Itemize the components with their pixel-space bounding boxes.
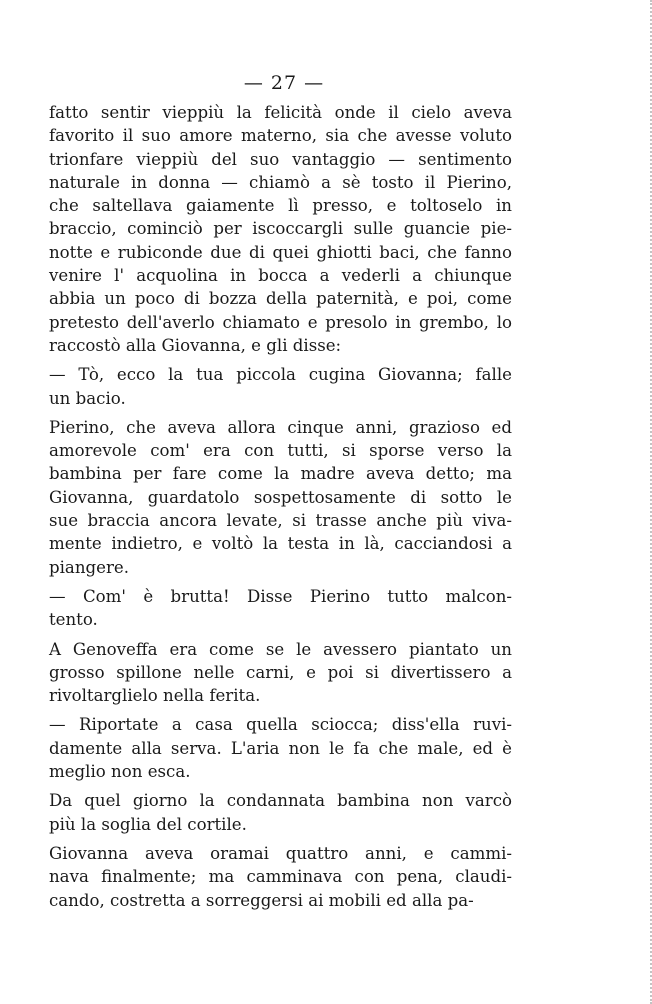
text-line: braccio, cominciò per iscoccargli sulle guancie pie- bbox=[49, 219, 512, 239]
text-line: abbia un poco di bozza della paternità, e poi, come bbox=[49, 289, 512, 309]
text-line: — Riportate a casa quella sciocca; diss'ella ruvi- bbox=[49, 715, 512, 735]
text-line: favorito il suo amore materno, sia che avesse voluto bbox=[49, 126, 512, 146]
text-line: rivoltarglielo nella ferita. bbox=[49, 686, 261, 706]
text-line: che saltellava gaiamente lì presso, e toltoselo in bbox=[49, 196, 512, 216]
text-line: Giovanna aveva oramai quattro anni, e cammi- bbox=[49, 843, 512, 863]
text-line: meglio non esca. bbox=[49, 762, 191, 782]
text-line: un bacio. bbox=[49, 388, 126, 408]
text-line: bambina per fare come la madre aveva detto; ma bbox=[49, 464, 512, 484]
paragraph bbox=[49, 789, 512, 836]
text-line: Da quel giorno la condannata bambina non varcò bbox=[49, 791, 512, 811]
paragraph bbox=[49, 713, 512, 783]
text-line: fatto sentir vieppiù la felicità onde il cielo aveva bbox=[49, 103, 512, 122]
text-line: raccostò alla Giovanna, e gli disse: bbox=[49, 335, 342, 355]
text-line: naturale in donna — chiamò a sè tosto il Pierino, bbox=[49, 172, 512, 192]
text-line: damente alla serva. L'aria non le fa che male, ed è bbox=[49, 738, 512, 758]
text-line: tento. bbox=[49, 610, 98, 630]
paragraph bbox=[49, 101, 512, 357]
text-line: mente indietro, e voltò la testa in là, cacciandosi a bbox=[49, 534, 512, 554]
text-line: notte e rubiconde due di quei ghiotti baci, che fanno bbox=[49, 242, 512, 262]
text-line: — Tò, ecco la tua piccola cugina Giovanna; falle bbox=[49, 365, 512, 385]
text-line: amorevole com' era con tutti, si sporse verso la bbox=[49, 441, 512, 461]
page-number: — 27 — bbox=[243, 72, 325, 94]
paragraph bbox=[49, 363, 512, 410]
page-edge bbox=[640, 0, 652, 1004]
text-line: sue braccia ancora levate, si trasse anche più viva- bbox=[49, 511, 512, 531]
text-line: piangere. bbox=[49, 557, 129, 577]
text-line: nava finalmente; ma camminava con pena, claudi- bbox=[49, 867, 512, 887]
paragraph bbox=[49, 585, 512, 632]
text-line: A Genoveffa era come se le avessero piantato un bbox=[49, 639, 512, 659]
text-line: Giovanna, guardatolo sospettosamente di sotto le bbox=[49, 487, 512, 507]
paragraph bbox=[49, 416, 512, 579]
paragraph bbox=[49, 638, 512, 708]
text-line: Pierino, che aveva allora cinque anni, grazioso ed bbox=[49, 417, 512, 437]
text-line: cando, costretta a sorreggersi ai mobili ed alla pa- bbox=[49, 890, 474, 910]
text-line: — Com' è brutta! Disse Pierino tutto malcon- bbox=[49, 586, 512, 606]
text-line: trionfare vieppiù del suo vantaggio — sentimento bbox=[49, 149, 512, 169]
text-line: grosso spillone nelle carni, e poi si divertissero a bbox=[49, 662, 512, 682]
text-line: pretesto dell'averlo chiamato e presolo in grembo, lo bbox=[49, 312, 512, 332]
text-line: venire l' acquolina in bocca a vederli a chiunque bbox=[49, 266, 512, 286]
paragraph bbox=[49, 842, 512, 912]
text-line: più la soglia del cortile. bbox=[49, 814, 247, 834]
body-text bbox=[49, 101, 512, 912]
